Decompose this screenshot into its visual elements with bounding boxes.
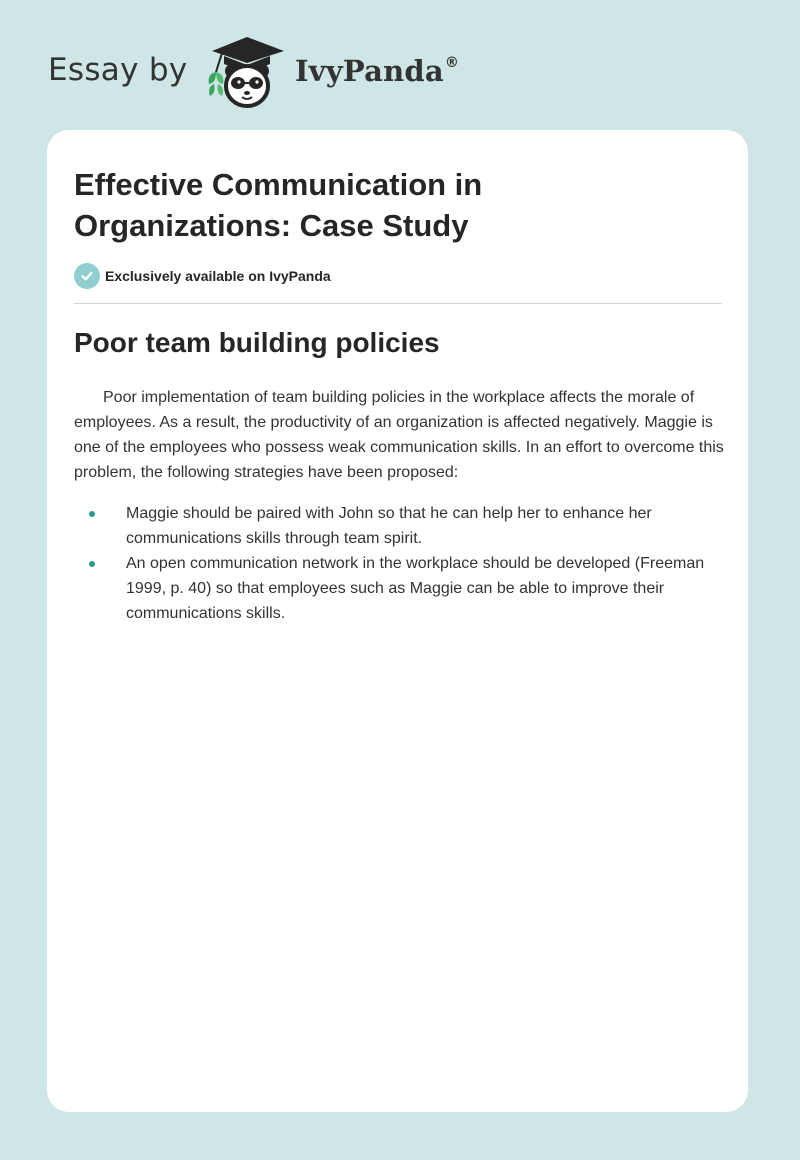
list-item xyxy=(74,551,726,626)
list-item-text: An open communication network in the workplace should be developed (Freeman 1999, p. 40) so that employees such as Maggie can be able to improve their communications skills. xyxy=(126,555,705,622)
bullet-icon xyxy=(89,511,95,517)
strategy-list xyxy=(74,501,726,626)
divider xyxy=(74,303,722,304)
brand-name: IvyPanda® xyxy=(295,54,460,88)
registered-mark: ® xyxy=(444,55,460,71)
exclusive-badge xyxy=(74,263,331,289)
check-icon xyxy=(74,263,100,289)
list-item xyxy=(74,501,726,551)
exclusive-text: Exclusively available on IvyPanda xyxy=(105,268,331,284)
panda-logo-icon xyxy=(202,34,292,110)
section-heading: Poor team building policies xyxy=(74,327,440,358)
body-paragraph: Poor implementation of team building policies in the workplace affects the morale of employees. As a result, the productivity of an organization is affected negatively. Maggie is one of the employees who possess weak communication skills. In an effort to overcome this problem, the following strategies have been proposed: xyxy=(74,389,724,481)
document-title: Effective Communication in Organizations: Case Study xyxy=(74,167,483,243)
list-item-text: Maggie should be paired with John so that he can help her to enhance her communications skills through team spirit. xyxy=(126,505,652,547)
bullet-icon xyxy=(89,561,95,567)
document-card xyxy=(47,130,748,1112)
site-header xyxy=(48,34,548,114)
essay-by-label: Essay by xyxy=(48,52,188,88)
